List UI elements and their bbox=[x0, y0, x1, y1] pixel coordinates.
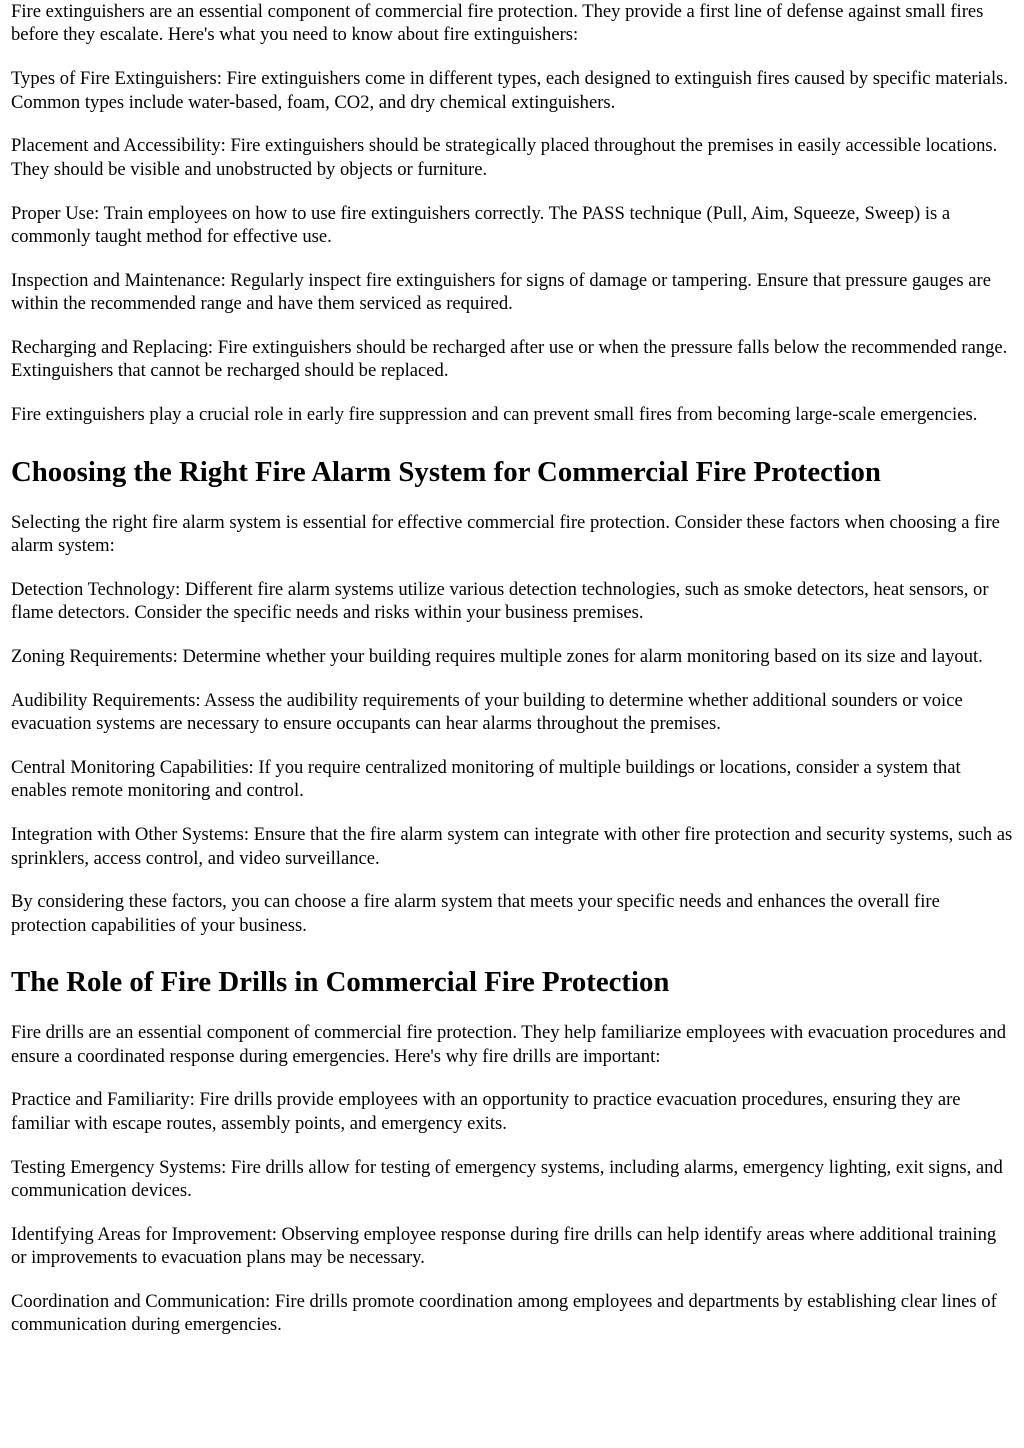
paragraph: Selecting the right fire alarm system is essential for effective commercial fire protection. Consider these factors when choosing a fire alarm system: bbox=[11, 511, 1000, 557]
paragraph: Inspection and Maintenance: Regularly inspect fire extinguishers for signs of damage or tampering. Ensure that pressure gauges are within the recommended range and have them serviced as required. bbox=[11, 269, 991, 315]
paragraph: Fire drills are an essential component of commercial fire protection. They help familiarize employees with evacuation procedures and ensure a coordinated response during emergencies. Here's why fire drills are important: bbox=[11, 1022, 1007, 1067]
paragraph: Audibility Requirements: Assess the audibility requirements of your building to determine whether additional sounders or voice evacuation systems are necessary to ensure occupants can hear alarms throughout the premises. bbox=[11, 689, 963, 735]
paragraph: Detection Technology: Different fire alarm systems utilize various detection technologies, such as smoke detectors, heat sensors, or flame detectors. Consider the specific needs and risks within your business premises. bbox=[11, 578, 989, 624]
paragraph: Fire extinguishers are an essential component of commercial fire protection. They provide a first line of defense against small fires before they escalate. Here's what you need to know about fire extinguishers: bbox=[11, 1, 984, 46]
section-fire-extinguishers bbox=[11, 0, 1013, 427]
paragraph: Placement and Accessibility: Fire extinguishers should be strategically placed throughout the premises in easily accessible locations. They should be visible and unobstructed by objects or furniture. bbox=[11, 135, 998, 180]
paragraph: Central Monitoring Capabilities: If you require centralized monitoring of multiple buildings or locations, consider a system that enables remote monitoring and control. bbox=[11, 757, 961, 802]
section-fire-drills bbox=[11, 965, 1013, 1337]
paragraph: By considering these factors, you can choose a fire alarm system that meets your specific needs and enhances the overall fire protection capabilities of your business. bbox=[11, 891, 940, 936]
section-heading: The Role of Fire Drills in Commercial Fire Protection bbox=[11, 966, 670, 999]
paragraph: Types of Fire Extinguishers: Fire extinguishers come in different types, each designed to extinguish fires caused by specific materials. Common types include water-based, foam, CO2, and dry chemical extinguishers. bbox=[11, 68, 1008, 113]
paragraph: Practice and Familiarity: Fire drills provide employees with an opportunity to practice evacuation procedures, ensuring they are familiar with escape routes, assembly points, and emergency exits. bbox=[11, 1089, 961, 1134]
section-fire-alarm-system bbox=[11, 455, 1013, 938]
paragraph: Zoning Requirements: Determine whether your building requires multiple zones for alarm monitoring based on its size and layout. bbox=[11, 646, 983, 668]
paragraph: Recharging and Replacing: Fire extinguishers should be recharged after use or when the pressure falls below the recommended range. Extinguishers that cannot be recharged should be replaced. bbox=[11, 337, 1008, 382]
paragraph: Coordination and Communication: Fire drills promote coordination among employees and departments by establishing clear lines of communication during emergencies. bbox=[11, 1291, 997, 1336]
paragraph: Integration with Other Systems: Ensure that the fire alarm system can integrate with other fire protection and security systems, such as sprinklers, access control, and video surveillance. bbox=[11, 824, 1013, 869]
paragraph: Proper Use: Train employees on how to use fire extinguishers correctly. The PASS technique (Pull, Aim, Squeeze, Sweep) is a commonly taught method for effective use. bbox=[11, 202, 951, 248]
paragraph: Identifying Areas for Improvement: Observing employee response during fire drills can help identify areas where additional training or improvements to evacuation plans may be necessary. bbox=[11, 1223, 997, 1269]
paragraph: Fire extinguishers play a crucial role in early fire suppression and can prevent small fires from becoming large-scale emergencies. bbox=[11, 404, 978, 426]
section-heading: Choosing the Right Fire Alarm System for Commercial Fire Protection bbox=[11, 455, 881, 488]
paragraph: Testing Emergency Systems: Fire drills allow for testing of emergency systems, including alarms, emergency lighting, exit signs, and communication devices. bbox=[11, 1156, 1003, 1202]
